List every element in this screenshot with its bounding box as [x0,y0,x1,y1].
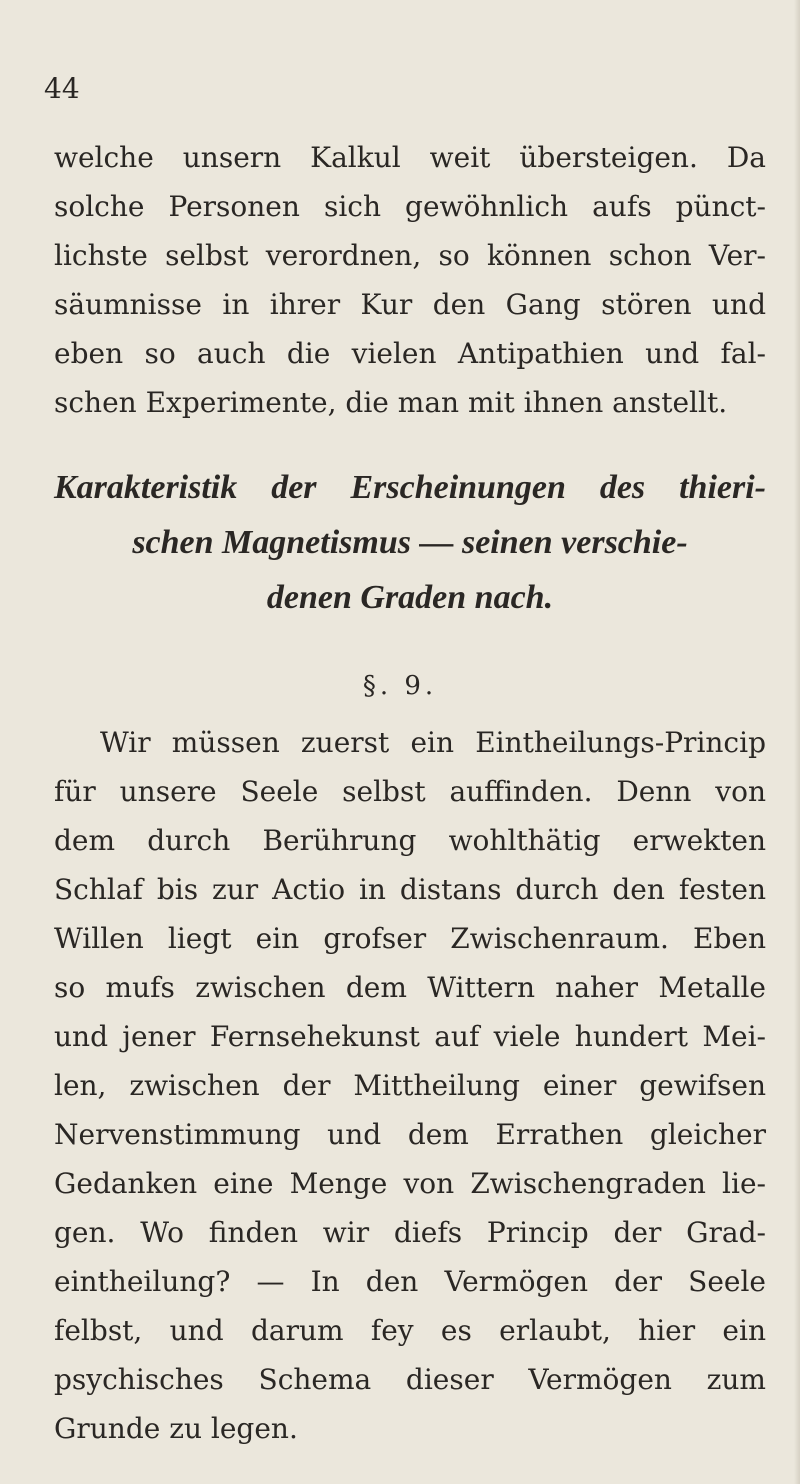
text-line: psychisches Schema dieser Vermögen zum [54,1363,766,1396]
text-line: Gedanken eine Menge von Zwischengraden lie- [54,1167,766,1200]
page-number: 44 [44,72,80,105]
text-line: len, zwischen der Mittheilung einer gewifsen [54,1069,766,1102]
text-line: Willen liegt ein grofser Zwischenraum. Eben [54,922,766,955]
text-line: Schlaf bis zur Actio in distans durch den festen [54,873,766,906]
text-line: lichste selbst verordnen, so können schon Ver- [54,239,766,272]
text-line: so mufs zwischen dem Wittern naher Metalle [54,971,766,1004]
text-line: welche unsern Kalkul weit übersteigen. Da [54,141,766,174]
text-line: Nervenstimmung und dem Errathen gleicher [54,1118,766,1151]
text-line: solche Personen sich gewöhnlich aufs pünct- [54,190,766,223]
section-heading-line: denen Graden nach. [266,579,554,616]
text-line: und jener Fernsehekunst auf viele hundert Mei- [54,1020,766,1053]
text-line: eben so auch die vielen Antipathien und fal- [54,337,766,370]
text-line: für unsere Seele selbst auffinden. Denn von [54,775,766,808]
text-line: schen Experimente, die man mit ihnen anstellt. [54,386,728,419]
text-line: Wir müssen zuerst ein Eintheilungs-Princip [100,726,766,759]
section-heading-line: schen Magnetismus — seinen verschie- [132,524,688,561]
text-line: felbst, und darum fey es erlaubt, hier ein [54,1314,766,1347]
text-line: Grunde zu legen. [54,1412,298,1445]
section-number: §. 9. [362,671,438,701]
page-edge [794,0,800,1484]
text-line: dem durch Berührung wohlthätig erwekten [54,824,766,857]
text-line: gen. Wo finden wir diefs Princip der Grad- [54,1216,766,1249]
text-line: säumnisse in ihrer Kur den Gang stören und [54,288,766,321]
section-heading-line: Karakteristik der Erscheinungen des thieri- [54,469,766,506]
text-line: eintheilung? — In den Vermögen der Seele [54,1265,766,1298]
